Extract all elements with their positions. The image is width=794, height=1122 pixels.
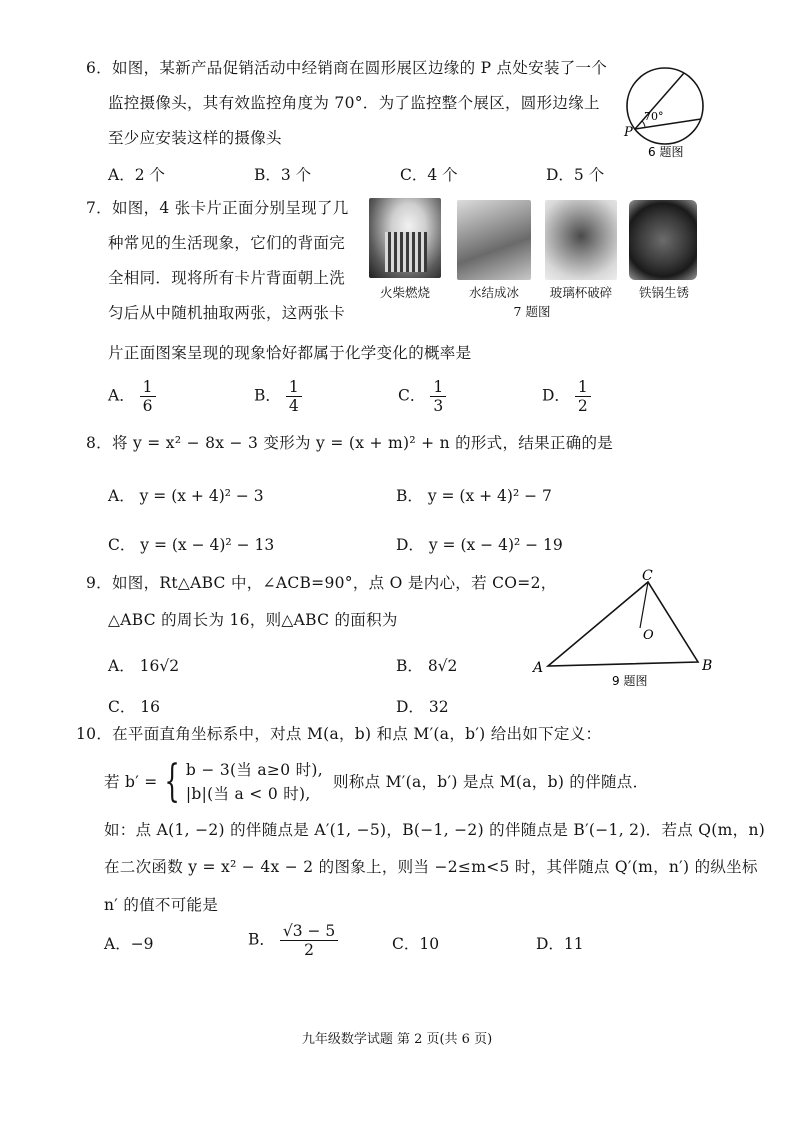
q7-option-b: B． $\frac{1}{4}$ [254,378,302,415]
q9-triangle [548,582,698,666]
q6-circle [627,68,703,144]
q6-point-p: P [624,125,633,140]
q10-line4: 在二次函数 y = x² − 4x − 2 的图象上，则当 −2≤m<5 时，其伴随点 Q′(m，n′) 的纵坐标 [104,858,758,876]
q7-line1: 7．如图，4 张卡片正面分别呈现了几 [86,199,349,217]
q10-number: 10． [76,725,113,743]
q8-option-c: C． y = (x − 4)² − 13 [108,536,275,554]
q6-option-d: D．5 个 [546,166,605,184]
q9-option-a: A． 16√2 [108,657,180,675]
q9-number: 9． [86,574,112,592]
q7-line3: 全相同．现将所有卡片背面朝上洗 [108,269,346,287]
q6-line2: 监控摄像头，其有效监控角度为 70°．为了监控整个展区，圆形边缘上 [108,94,600,112]
q8-number: 8． [86,434,112,452]
q10-option-d: D．11 [536,935,584,953]
q8-stem: 8．将 y = x² − 8x − 3 变形为 y = (x + m)² + n 的形式，结果正确的是 [86,434,614,452]
q9-line2: △ABC 的周长为 16，则△ABC 的面积为 [108,611,398,629]
q6-figure [618,60,710,160]
matches-icon [385,232,427,272]
page-footer: 九年级数学试题 第 2 页(共 6 页) [301,1032,493,1047]
q10-brace: { [163,756,180,807]
card-label-1: 火柴燃烧 [379,285,430,300]
q7-option-a: A． $\frac{1}{6}$ [108,378,156,415]
card-rusty-wok-image [629,200,697,280]
q9-label-a: A [533,660,544,676]
q9-label-o: O [643,628,654,643]
q10-cases [186,758,323,806]
q7-caption: 7 题图 [513,304,551,319]
card-label-2: 水结成冰 [468,285,519,300]
q9-option-c: C． 16 [108,698,161,716]
q9-label-c: C [642,568,653,584]
q10-line3: 如：点 A(1, −2) 的伴随点是 A′(1, −5)，B(−1, −2) 的伴随点是 B′(−1, 2)．若点 Q(m，n) [104,821,766,839]
q7-number: 7． [86,199,112,217]
q9-segment-co [640,582,648,628]
q7-option-d: D． $\frac{1}{2}$ [542,378,591,415]
q6-line3: 至少应安装这样的摄像头 [108,129,282,147]
q10-option-b: B． $\frac{√3 - 5}{2}$ [248,922,338,959]
card-ice-image [457,200,531,280]
q7-option-c: C． $\frac{1}{3}$ [398,378,446,415]
q10-definition [104,756,648,808]
q8-option-d: D． y = (x − 4)² − 19 [396,536,563,554]
q7-line4: 匀后从中随机抽取两张，这两张卡 [108,304,346,322]
q10-line5: n′ 的值不可能是 [104,896,219,914]
card-label-3: 玻璃杯破碎 [549,285,613,300]
q9-option-d: D． 32 [396,698,449,716]
q10-option-c: C．10 [392,935,440,953]
q6-angle-label: 70° [644,110,664,123]
q9-option-b: B． 8√2 [396,657,458,675]
q6-option-c: C．4 个 [400,166,458,184]
q6-line1: 6．如图，某新产品促销活动中经销商在圆形展区边缘的 P 点处安装了一个 [86,59,608,77]
q10-line1: 10．在平面直角坐标系中，对点 M(a，b) 和点 M′(a，b′) 给出如下定义： [76,725,602,743]
q8-option-a: A． y = (x + 4)² − 3 [108,487,264,505]
q10-case-2: |b|(当 a < 0 时), [185,785,311,803]
q9-caption: 9 题图 [612,674,648,688]
q6-number: 6． [86,59,112,77]
q8-option-b: B． y = (x + 4)² − 7 [396,487,552,505]
q10-def-suffix: 则称点 M′(a，b′) 是点 M(a，b) 的伴随点． [332,773,649,791]
card-label-4: 铁锅生锈 [638,285,689,300]
q9-line1: 9．如图，Rt△ABC 中，∠ACB=90°，点 O 是内心，若 CO=2， [86,574,557,592]
q6-caption: 6 题图 [648,145,684,159]
q7-line2: 种常见的生活现象，它们的背面完 [108,234,346,252]
q9-figure [528,566,720,690]
card-match-burning-image [369,198,441,278]
q10-case-1: b − 3(当 a≥0 时), [185,761,323,779]
q7-line5: 片正面图案呈现的现象恰好都属于化学变化的概率是 [108,344,472,362]
q10-def-prefix: 若 b′ = [104,773,158,791]
q9-label-b: B [702,658,713,674]
q10-option-a: A．−9 [104,935,154,953]
q6-option-b: B．3 个 [254,166,312,184]
card-broken-glass-image [545,200,617,280]
q6-option-a: A．2 个 [108,166,165,184]
